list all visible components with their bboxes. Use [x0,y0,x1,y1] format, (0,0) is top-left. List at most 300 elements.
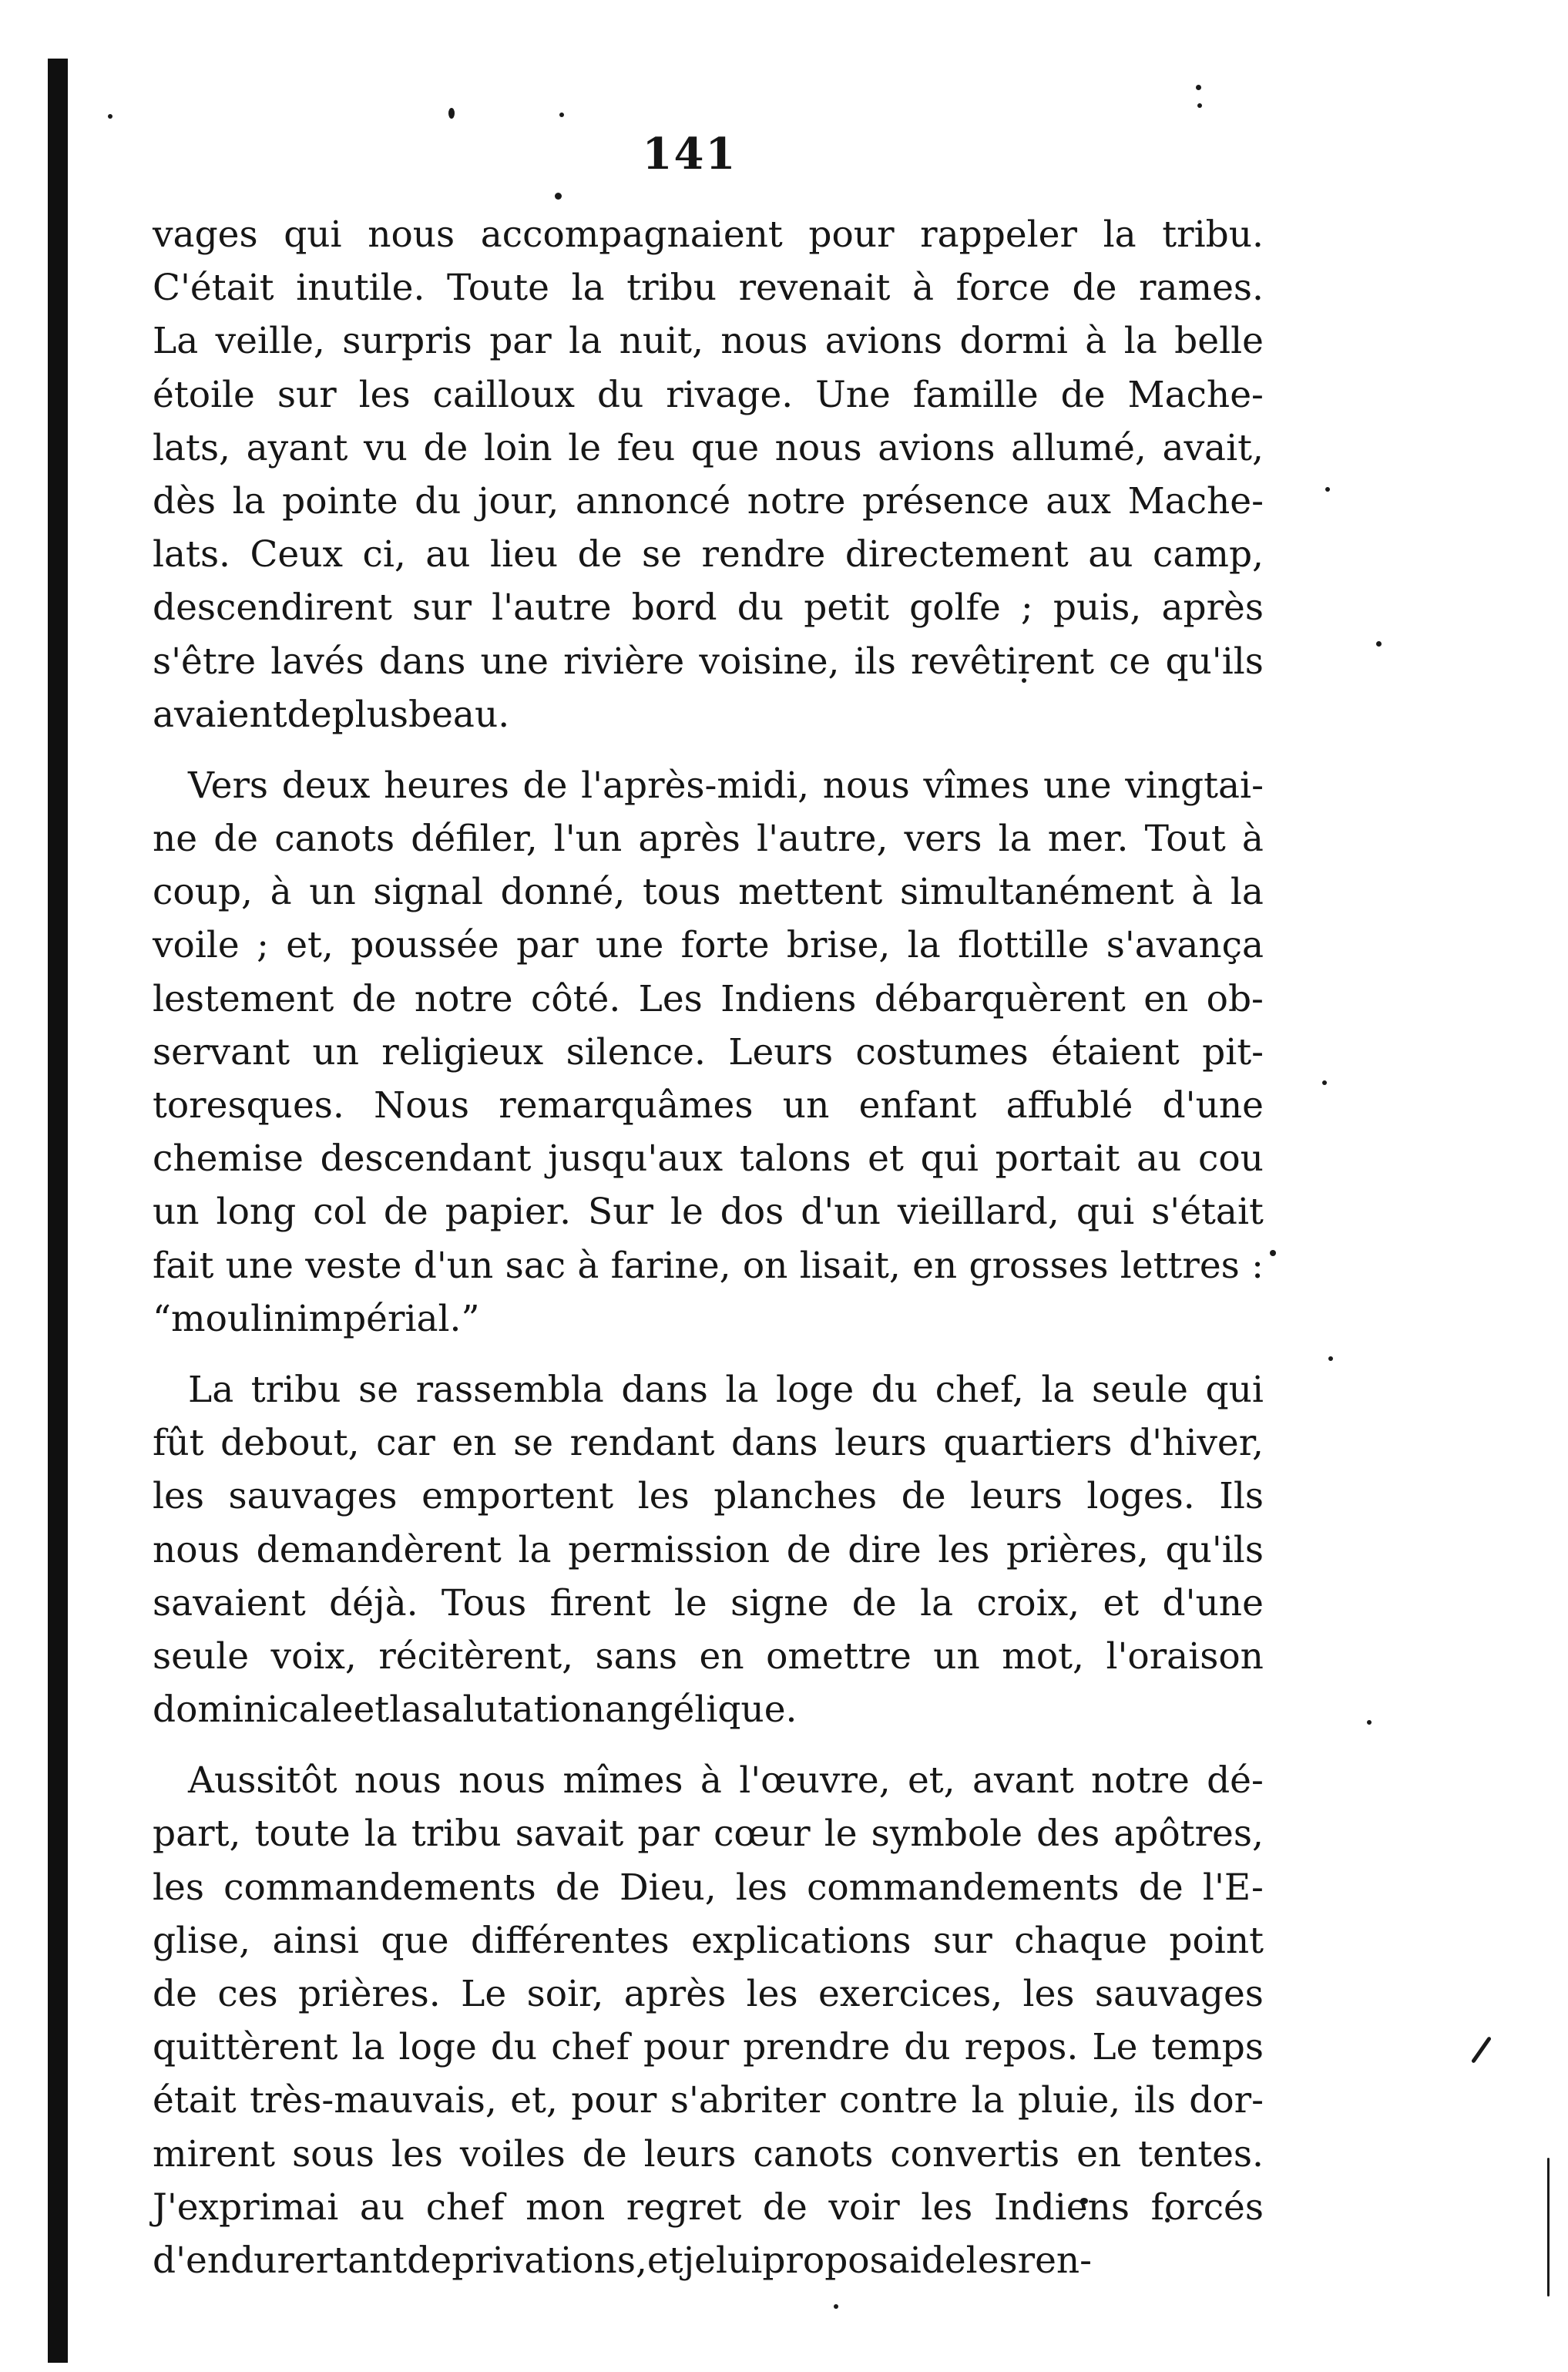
word: vingtai- [1125,764,1264,807]
word: lui [716,2239,763,2282]
word: s'abriter [670,2079,826,2122]
text-line [153,581,1264,634]
word: sous [292,2132,374,2175]
word: long [216,1191,297,1234]
word: La [188,1368,234,1411]
word: de [287,693,332,736]
word: étoile [153,373,255,416]
word: qui [1205,1368,1264,1411]
word: explications [691,1919,912,1962]
word: l'un [553,818,623,861]
word: belle [1174,320,1264,363]
word: leurs [643,2132,737,2175]
word: lettres [1120,1244,1240,1287]
text-line [153,1026,1264,1079]
text-line [153,1967,1264,2021]
word: part, [153,1813,241,1856]
word: descendirent [153,586,392,630]
word: l'E- [1202,1866,1264,1909]
word: servant [153,1030,290,1073]
word: du [596,373,644,416]
word: la [569,320,603,363]
word: ces [217,1973,278,2015]
word: au [1137,1137,1182,1181]
word: savait [515,1813,624,1856]
word: pointe [282,479,398,522]
word: la [1230,871,1264,914]
word: veille, [215,320,325,363]
word: vîmes [923,764,1030,807]
scan-speck [1328,1356,1333,1361]
word: les [938,1528,990,1571]
word: debout, [220,1422,360,1465]
word: toresques. [153,1084,344,1127]
word: savaient [153,1581,306,1624]
word: nous [720,320,808,363]
word: l'après-midi, [581,764,810,807]
word: canots [274,818,395,861]
word: Vers [188,764,269,807]
word: une [1043,764,1112,807]
word: farine, [610,1244,731,1287]
word: de [555,1866,600,1909]
word: ob- [1206,977,1264,1020]
word: croix, [976,1581,1080,1624]
word: qu'ils [1165,640,1264,683]
word: loge [398,2026,477,2069]
text-line [153,1577,1264,1630]
word: lats, [153,426,230,469]
word: dormi [959,320,1068,363]
word: tant [333,2239,408,2282]
word: et, [510,2079,558,2122]
word: un [312,1030,359,1073]
word: golfe [909,586,1001,630]
word: la [907,924,941,967]
word: ” [461,1297,480,1340]
text-line [153,1807,1264,1860]
word: les [153,1475,204,1518]
word: l'autre [492,586,612,630]
word: glise, [153,1919,251,1962]
word: chef [425,2186,505,2229]
word: forcés [1150,2186,1264,2229]
word: en [1143,977,1189,1020]
word: vieillard, [897,1191,1059,1234]
word: quittèrent [153,2026,338,2069]
word: silence. [566,1030,706,1073]
word: la [364,1813,398,1856]
text-line [153,2234,1264,2287]
word: déjà. [329,1581,418,1624]
word: récitèrent, [378,1635,574,1678]
word: demandèrent [256,1528,502,1571]
text-line [153,973,1264,1026]
word: l'œuvre, [739,1759,891,1803]
word: tous [642,871,721,914]
word: à [912,267,935,310]
word: accompagnaient [480,213,783,256]
word: Tous [441,1581,527,1624]
word: brise, [786,924,891,967]
word: prières, [1006,1528,1149,1571]
word: car [376,1422,435,1465]
word: leurs [970,1475,1063,1518]
word: la [389,1688,423,1732]
word: lisait, [799,1244,901,1287]
word: Indiens [993,2186,1130,2229]
text-line [153,865,1264,919]
word: directement [844,533,1069,576]
word: La [153,320,199,363]
word: fait [153,1244,214,1287]
word: de [407,2239,452,2282]
word: fût [153,1422,204,1465]
word: à [1241,818,1264,861]
word: lestement [153,977,334,1020]
text-line [153,2074,1264,2127]
word: Le [461,1973,507,2015]
word: pour [808,213,895,256]
word: avions [878,426,996,469]
word: cou [1198,1137,1264,1181]
word: une [595,924,664,967]
word: emportent [421,1475,614,1518]
word: un [782,1084,830,1127]
word: de [1138,1866,1184,1909]
word: d'une [1162,1084,1264,1127]
word: dire [848,1528,922,1571]
word: au [359,2186,405,2229]
word: s'avança [1106,924,1264,967]
word: de [921,2239,966,2282]
word: les [153,1866,204,1909]
word: ne [153,818,198,861]
word: dé- [1207,1759,1264,1803]
word: camp, [1153,533,1264,576]
word: de [522,764,568,807]
scan-speck [555,193,562,200]
word: pour [643,2026,730,2069]
word: pour [571,2079,657,2122]
text-line [153,635,1264,688]
word: nous [354,1759,442,1803]
word: ils [854,640,896,683]
text-line [153,1079,1264,1132]
word: sans [595,1635,678,1678]
word: en [452,1422,497,1465]
word: loin [484,426,552,469]
word: chef, [935,1368,1024,1411]
word: forte [680,924,770,967]
word: avaient [153,693,287,736]
word: rivière [563,640,685,683]
word: les [735,1866,787,1909]
word: la [725,1368,759,1411]
word: vages [153,213,258,256]
word: et [353,1688,390,1732]
word: religieux [381,1030,544,1073]
word: notre [747,479,846,522]
word: on [742,1244,788,1287]
word: portait [995,1137,1120,1181]
word: et [868,1137,904,1181]
word: une [225,1244,294,1287]
word: ils [1133,2079,1176,2122]
word: petit [804,586,889,630]
scan-speck [1196,85,1201,90]
word: mîmes [562,1759,683,1803]
word: repos. [964,2026,1079,2069]
word: simultanément [899,871,1174,914]
word: mettent [738,871,883,914]
word: avait, [1162,426,1264,469]
word: beau. [408,693,510,736]
word: regret [626,2186,742,2229]
word: de [582,2132,627,2175]
word: des [1036,1813,1100,1856]
word: du [490,2026,538,2069]
word: Les [638,977,703,1020]
word: après [623,1973,727,2015]
text-line [153,1470,1264,1523]
scan-binding-shadow [48,59,68,2363]
word: de [1060,373,1106,416]
word: qui [284,213,342,256]
word: les [965,2239,1018,2282]
word: apôtres, [1113,1813,1264,1856]
word: s'être [153,640,257,683]
text-line [153,1914,1264,1967]
word: Leurs [728,1030,834,1073]
text-line [153,208,1264,261]
word: je [683,2239,716,2282]
text-line [153,1132,1264,1185]
word: de [762,2186,808,2229]
word: la [1123,320,1157,363]
word: revenait [738,267,891,310]
word: temps [1151,2026,1264,2069]
scan-speck [1367,1720,1372,1725]
word: les [358,373,411,416]
word: dos [720,1191,784,1234]
word: force [955,267,1050,310]
word: sur [412,586,472,630]
word: à [270,871,292,914]
scan-speck [1547,2158,1550,2296]
word: sauvages [1094,1973,1264,2015]
word: du [871,1368,918,1411]
word: la [920,1581,954,1624]
text-line [153,2128,1264,2181]
word: privations, [452,2239,647,2282]
word: voir [828,2186,900,2229]
word: la [571,267,605,310]
paragraph [153,1363,1264,1736]
word: de [153,1973,197,2015]
text-line [153,1524,1264,1577]
word: canots [753,2132,874,2175]
word: la [1041,1368,1075,1411]
word: grosses [969,1244,1109,1287]
word: s'était [1151,1191,1264,1234]
word: vu [364,426,408,469]
word: Le [1092,2026,1138,2069]
text-line [153,1683,1264,1736]
word: surpris [342,320,472,363]
word: C'était [153,267,274,310]
word: “ [153,1297,172,1340]
text-line [153,759,1264,812]
word: dans [378,640,466,683]
word: cœur [713,1813,811,1856]
word: J'exprimai [153,2186,339,2229]
word: se [513,1422,554,1465]
word: dominicale [153,1688,354,1732]
body-text [153,208,1264,2305]
word: famille [912,373,1039,416]
word: proposai [762,2239,922,2282]
word: loges. [1086,1475,1195,1518]
word: un [933,1635,980,1678]
word: commandements [807,1866,1120,1909]
word: les [921,2186,973,2229]
word: la [971,2079,1005,2122]
scan-speck [108,114,112,119]
word: de [351,977,397,1020]
text-line [153,1630,1264,1683]
word: et [1103,1581,1140,1624]
word: coup, [153,871,253,914]
word: Sur [588,1191,653,1234]
word: firent [549,1581,651,1624]
word: le [673,1581,707,1624]
word: après [638,818,740,861]
word: prières. [297,1973,441,2015]
word: la [1103,213,1137,256]
word: la [351,2026,385,2069]
word: la [998,818,1032,861]
word: nous [458,1759,546,1803]
word: qui [920,1137,979,1181]
word: rassembla [415,1368,604,1411]
word: jusqu'aux [548,1137,724,1181]
word: col [313,1191,367,1234]
text-line [153,2181,1264,2234]
text-line [153,1861,1264,1914]
word: lats. [153,533,230,576]
word: commandements [223,1866,536,1909]
word: point [1169,1919,1264,1962]
word: annoncé [575,479,731,522]
word: différentes [470,1919,670,1962]
word: d'une [1162,1581,1264,1624]
word: d'un [801,1191,881,1234]
word: symbole [871,1813,1023,1856]
word: Mache- [1127,373,1264,416]
word: d'un [413,1244,494,1287]
word: les [391,2132,443,2175]
word: flottille [958,924,1090,967]
word: du [737,586,784,630]
word: signe [730,1581,829,1624]
word: nuit, [619,320,704,363]
word: nous [822,764,910,807]
text-line [153,1754,1264,1807]
word: allumé, [1011,426,1147,469]
word: voisine, [699,640,840,683]
text-line [153,1292,1264,1346]
word: quartiers [943,1422,1113,1465]
paragraph [153,1754,1264,2287]
word: d'endurer [153,2239,334,2282]
word: Une [815,373,891,416]
text-line [153,1185,1264,1238]
word: et [646,2239,683,2282]
word: de [901,1475,946,1518]
word: convertis [890,2132,1060,2175]
word: impérial. [297,1297,462,1340]
word: tribu [626,267,717,310]
word: débarquèrent [874,977,1126,1020]
word: à [577,1244,599,1287]
word: tribu [250,1368,341,1411]
word: remarquâmes [499,1084,754,1127]
word: costumes [855,1030,1029,1073]
word: un [153,1191,200,1234]
word: de [213,818,259,861]
word: contre [839,2079,959,2122]
word: et, [907,1759,955,1803]
page-number: 141 [642,129,737,180]
word: nous [774,426,862,469]
word: nous [153,1528,240,1571]
word: enfant [858,1084,977,1127]
word: défiler, [411,818,538,861]
word: que [690,426,760,469]
text-line [153,368,1264,422]
word: et, [286,924,334,967]
word: d'hiver, [1129,1422,1264,1465]
word: au [1088,533,1133,576]
scan-speck [559,113,564,117]
word: Indiens [720,977,857,1020]
word: par [637,1813,700,1856]
word: chef [551,2026,630,2069]
word: loge [776,1368,855,1411]
word: nous [368,213,455,256]
word: présence [861,479,1029,522]
word: en [1076,2132,1122,2175]
word: inutile. [296,267,425,310]
word: tribu. [1162,213,1264,256]
word: très-mauvais, [250,2079,497,2122]
word: avions [824,320,943,363]
word: toute [254,1813,351,1856]
word: qu'ils [1165,1528,1264,1571]
word: par [516,924,579,967]
word: après [1161,586,1264,630]
word: pluie, [1018,2079,1121,2122]
word: du [904,2026,951,2069]
word: sur [932,1919,992,1962]
word: plus [331,693,409,736]
scan-speck [1270,1250,1276,1256]
word: revêtirent [910,640,1094,683]
text-line [153,2021,1264,2074]
word: se [358,1368,399,1411]
word: les [1022,1973,1075,2015]
